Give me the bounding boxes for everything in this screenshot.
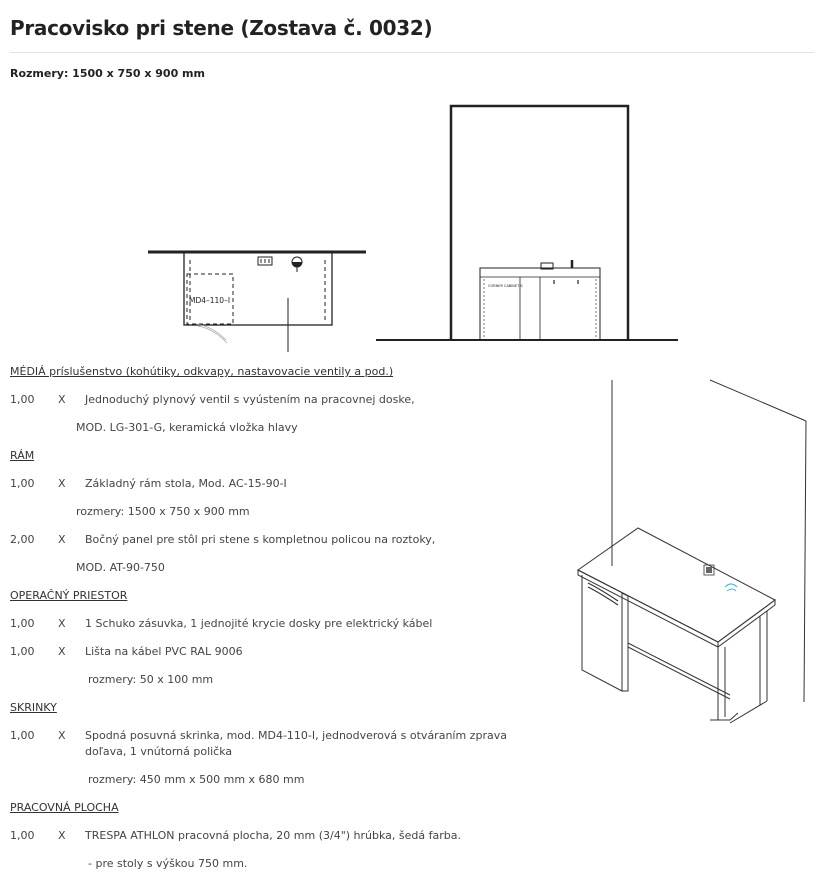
list-item bbox=[10, 726, 570, 770]
item-sub: rozmery: 50 x 100 mm bbox=[88, 673, 214, 686]
isometric-view-drawing bbox=[570, 375, 820, 735]
item-desc: Bočný panel pre stôl pri stene s kompletnou policou na roztoky, bbox=[85, 533, 436, 546]
item-desc: 1 Schuko zásuvka, 1 jednojité krycie dosky pre elektrický kábel bbox=[85, 617, 433, 630]
title-divider bbox=[10, 52, 814, 53]
technical-drawings bbox=[140, 100, 685, 355]
item-x: X bbox=[58, 829, 66, 842]
section-title-worksurface: PRACOVNÁ PLOCHA bbox=[10, 801, 119, 814]
section-title-workspace: OPERAČNÝ PRIESTOR bbox=[10, 589, 128, 602]
section-title-media: MÉDIÁ príslušenstvo (kohútiky, odkvapy, nastavovacie ventily a pod.) bbox=[10, 365, 394, 378]
item-qty: 1,00 bbox=[10, 477, 35, 490]
list-item bbox=[10, 474, 570, 502]
item-desc: Základný rám stola, Mod. AC-15-90-I bbox=[85, 477, 287, 490]
front-elevation-drawing bbox=[376, 106, 678, 340]
item-qty: 1,00 bbox=[10, 829, 35, 842]
cabinet-model-label: MD4–110–I bbox=[189, 296, 231, 305]
item-qty: 1,00 bbox=[10, 645, 35, 658]
item-desc: TRESPA ATHLON pracovná plocha, 20 mm (3/4") hrúbka, šedá farba. bbox=[85, 829, 461, 842]
section-title-cabinets: SKRINKY bbox=[10, 701, 57, 714]
list-item bbox=[10, 614, 570, 642]
dimensions-label: Rozmery: 1500 x 750 x 900 mm bbox=[10, 67, 205, 80]
item-x: X bbox=[58, 393, 66, 406]
item-sub: - pre stoly s výškou 750 mm. bbox=[88, 857, 248, 870]
list-item bbox=[10, 826, 570, 854]
item-qty: 1,00 bbox=[10, 729, 35, 742]
list-item bbox=[10, 390, 570, 418]
item-sub: MOD. AT-90-750 bbox=[76, 561, 165, 574]
item-x: X bbox=[58, 533, 66, 546]
plan-view-drawing bbox=[148, 252, 366, 352]
component-list bbox=[10, 362, 570, 882]
item-sub: rozmery: 1500 x 750 x 900 mm bbox=[76, 505, 250, 518]
cabinet-front-label: CORNER CABINET S bbox=[488, 284, 523, 288]
item-qty: 1,00 bbox=[10, 393, 35, 406]
page-title: Pracovisko pri stene (Zostava č. 0032) bbox=[10, 16, 433, 40]
item-desc: Spodná posuvná skrinka, mod. MD4-110-I, jednodverová s otváraním zprava doľava, 1 vnútorná polička bbox=[85, 729, 507, 758]
item-qty: 1,00 bbox=[10, 617, 35, 630]
item-desc: Jednoduchý plynový ventil s vyústením na pracovnej doske, bbox=[85, 393, 415, 406]
item-qty: 2,00 bbox=[10, 533, 35, 546]
item-x: X bbox=[58, 729, 66, 742]
list-item bbox=[10, 530, 570, 558]
item-x: X bbox=[58, 645, 66, 658]
item-sub: rozmery: 450 mm x 500 mm x 680 mm bbox=[88, 773, 305, 786]
section-title-frame: RÁM bbox=[10, 449, 35, 462]
list-item bbox=[10, 642, 570, 670]
item-desc: Lišta na kábel PVC RAL 9006 bbox=[85, 645, 243, 658]
item-sub: MOD. LG-301-G, keramická vložka hlavy bbox=[76, 421, 298, 434]
item-x: X bbox=[58, 617, 66, 630]
item-x: X bbox=[58, 477, 66, 490]
